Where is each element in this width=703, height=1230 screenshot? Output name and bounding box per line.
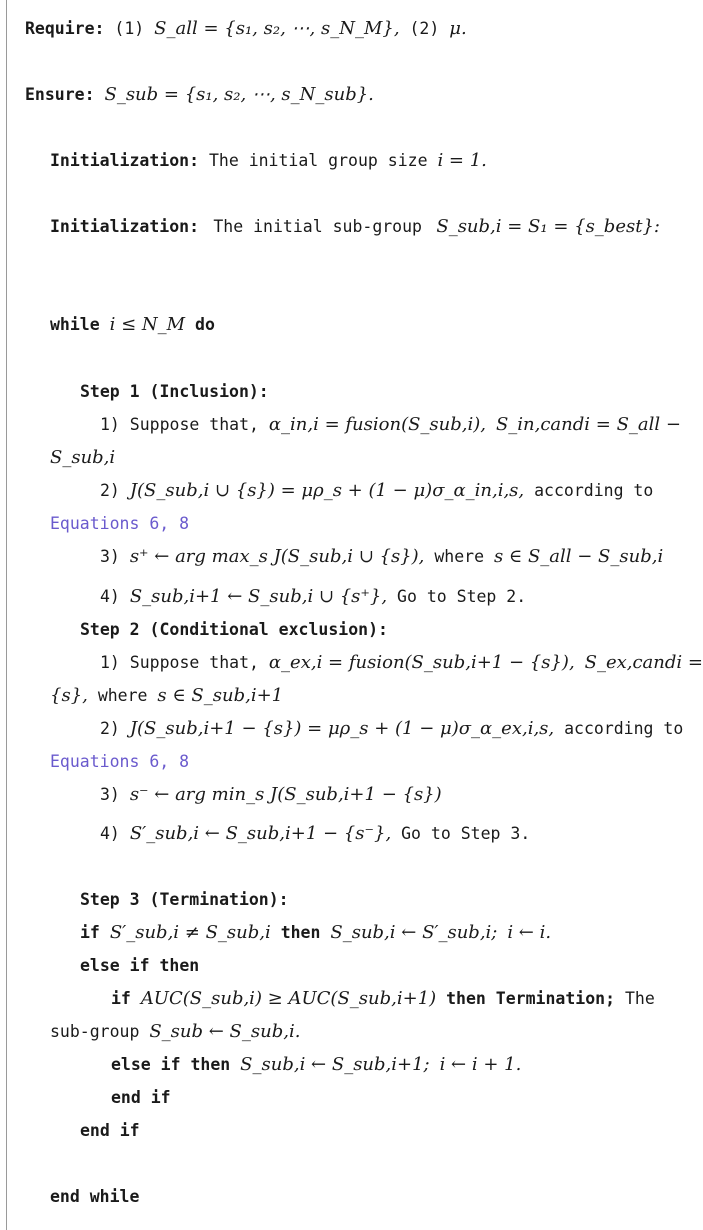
- step1-header: Step 1 (Inclusion):: [80, 382, 269, 401]
- step1-equations-link[interactable]: Equations 6, 8: [50, 514, 190, 533]
- step2-line1-cont-text: where: [97, 686, 148, 705]
- step2-line2-math: J(S_sub,i+1 − {s}) = μρ_s + (1 − μ)σ_α_ex,i,s,: [129, 718, 555, 739]
- require-line: [25, 18, 467, 40]
- step2-line3-prefix: 3): [100, 785, 120, 804]
- step1-line1-cont-math: S_sub,i: [50, 447, 116, 468]
- init1-keyword: Initialization:: [50, 151, 200, 170]
- init1-math: i = 1.: [437, 150, 487, 171]
- step1-line3-mid: where: [434, 547, 484, 566]
- while-condition: i ≤ N_M: [109, 314, 186, 335]
- step3-outer-end-if: end if: [80, 1121, 140, 1140]
- step1-line1-prefix: 1) Suppose that,: [100, 415, 259, 434]
- step3-else-if-line: [80, 955, 199, 977]
- step1-line4: [100, 586, 526, 608]
- step3-inner-text: The: [624, 989, 655, 1008]
- step2-line1-prefix: 1) Suppose that,: [100, 653, 259, 672]
- step2-line1-cont-math: {s},: [50, 685, 88, 706]
- require-part1-label: (1): [114, 19, 145, 38]
- step3-else-then-keyword: then: [159, 956, 200, 975]
- step2-line1-cont: [50, 685, 283, 707]
- require-part2-math: μ.: [449, 18, 467, 39]
- step1-line1-cont: [50, 447, 115, 469]
- ensure-line: [25, 84, 374, 106]
- step2-line4-math: S′_sub,i ← S_sub,i+1 − {s⁻},: [129, 823, 392, 844]
- step3-if-keyword: if: [80, 923, 100, 942]
- step2-line4: [100, 823, 530, 845]
- step2-line3: [100, 784, 442, 806]
- step1-line3-math2: s ∈ S_all − S_sub,i: [493, 546, 664, 567]
- do-keyword: do: [195, 315, 215, 334]
- step2-line1: [100, 652, 703, 674]
- step1-line2: [100, 480, 653, 502]
- step3-inner-end-if: end if: [111, 1088, 171, 1107]
- step2-line3-math: s⁻ ← arg min_s J(S_sub,i+1 − {s}): [129, 784, 442, 805]
- while-keyword: while: [50, 315, 100, 334]
- step1-line4-suffix: Go to Step 2.: [397, 587, 527, 606]
- step3-termination-keyword: Termination;: [495, 989, 616, 1008]
- ensure-keyword: Ensure:: [25, 85, 95, 104]
- step3-inner-else-line: [111, 1054, 521, 1076]
- step2-line1-math-b: S_ex,candi =: [584, 652, 703, 673]
- step3-else-if-keyword: else if: [80, 956, 150, 975]
- step3-inner-if-condition: AUC(S_sub,i) ≥ AUC(S_sub,i+1): [140, 988, 437, 1009]
- step2-header: Step 2 (Conditional exclusion):: [80, 620, 388, 639]
- step2-line4-suffix: Go to Step 3.: [401, 824, 531, 843]
- step3-inner-else-math: S_sub,i ← S_sub,i+1;: [240, 1054, 430, 1075]
- step3-then-keyword: then: [280, 923, 321, 942]
- step2-line1-math-a: α_ex,i = fusion(S_sub,i+1 − {s}),: [268, 652, 575, 673]
- step2-line2-prefix: 2): [100, 719, 120, 738]
- step1-line2-math: J(S_sub,i ∪ {s}) = μρ_s + (1 − μ)σ_α_in,i,s,: [129, 480, 525, 501]
- step3-if-condition: S′_sub,i ≠ S_sub,i: [109, 922, 271, 943]
- step2-line2: [100, 718, 683, 740]
- step3-inner-if-line: [111, 988, 655, 1010]
- step3-inner-else-math2: i ← i + 1.: [439, 1054, 522, 1075]
- step1-line3-math: s⁺ ← arg max_s J(S_sub,i ∪ {s}),: [129, 546, 425, 567]
- step1-line1: [100, 414, 681, 436]
- step3-inner-if-cont: [50, 1021, 300, 1043]
- step1-line3: [100, 546, 663, 568]
- step3-inner-if-keyword: if: [111, 989, 131, 1008]
- step2-line1-cont-math2: s ∈ S_sub,i+1: [157, 685, 284, 706]
- step3-inner-cont-text: sub-group: [50, 1022, 140, 1041]
- init1-line: [50, 150, 487, 172]
- ensure-math: S_sub = {s₁, s₂, ⋯, s_N_sub}.: [104, 84, 374, 105]
- while-line: [50, 314, 215, 336]
- require-part1-math: S_all = {s₁, s₂, ⋯, s_N_M},: [154, 18, 400, 39]
- end-while: end while: [50, 1187, 140, 1206]
- init2-text: The initial sub-group: [213, 217, 422, 236]
- init1-text: The initial group size: [208, 151, 428, 170]
- step2-line2-suffix: according to: [564, 719, 684, 738]
- step3-inner-cont-math: S_sub ← S_sub,i.: [149, 1021, 301, 1042]
- step3-header: Step 3 (Termination):: [80, 890, 289, 909]
- require-part2-label: (2): [409, 19, 440, 38]
- step3-inner-else-then-keyword: then: [190, 1055, 231, 1074]
- step1-line1-math-a: α_in,i = fusion(S_sub,i),: [268, 414, 487, 435]
- step1-line4-prefix: 4): [100, 587, 120, 606]
- step1-line4-math: S_sub,i+1 ← S_sub,i ∪ {s⁺},: [129, 586, 388, 607]
- step3-inner-else-keyword: else if: [111, 1055, 181, 1074]
- step3-inner-then-keyword: then: [446, 989, 486, 1008]
- step2-equations-link[interactable]: Equations 6, 8: [50, 752, 190, 771]
- init2-line: [50, 216, 660, 238]
- require-keyword: Require:: [25, 19, 105, 38]
- init2-keyword: Initialization:: [50, 217, 200, 236]
- step3-then-math: S_sub,i ← S′_sub,i;: [330, 922, 498, 943]
- step3-if-line: [80, 922, 551, 944]
- step1-line1-math-b: S_in,candi = S_all −: [495, 414, 681, 435]
- step3-then-math2: i ← i.: [507, 922, 552, 943]
- step1-line3-prefix: 3): [100, 547, 120, 566]
- step2-line4-prefix: 4): [100, 824, 120, 843]
- step1-line2-suffix: according to: [534, 481, 654, 500]
- left-rule: [6, 0, 7, 1230]
- init2-math: S_sub,i = S₁ = {s_best}:: [436, 216, 660, 237]
- step1-line2-prefix: 2): [100, 481, 120, 500]
